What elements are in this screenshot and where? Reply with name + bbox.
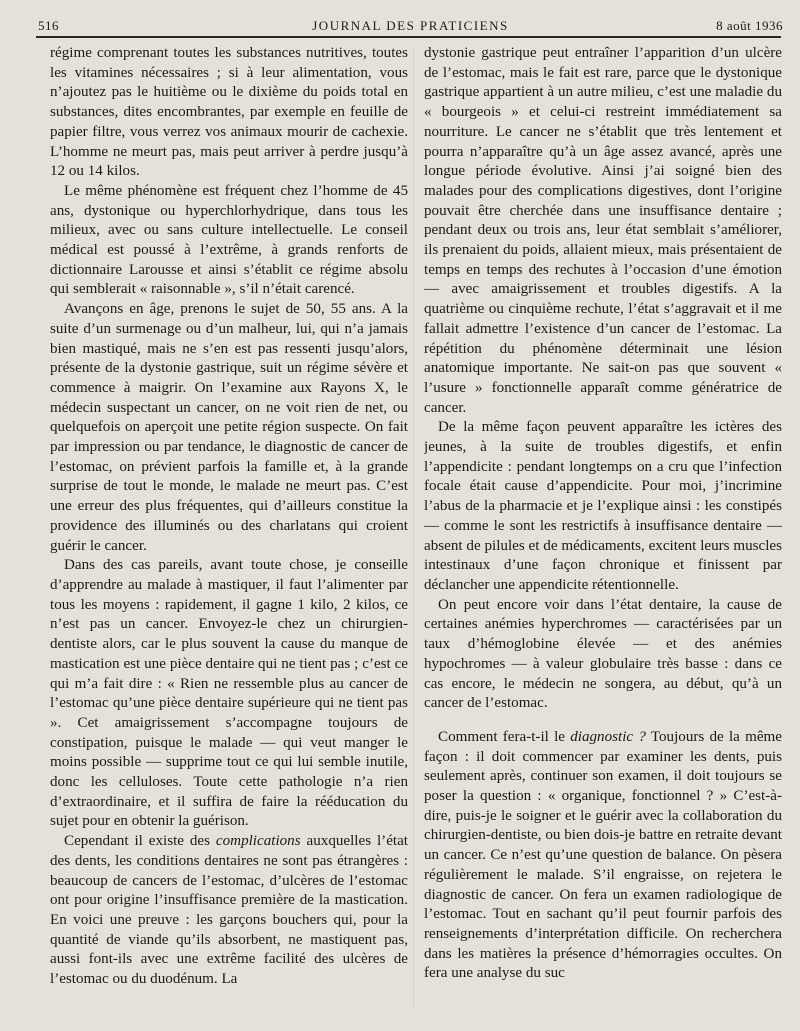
emphasis: complications — [215, 833, 301, 850]
paragraph: dystonie gastrique peut entraîner l’apparition d’un ulcère de l’estomac, mais le fait est rare, parce que le dystonique gastrique appartient à un autre milieu, c’est une maladie du « bourgeois » et celui-ci restreint immédiatement sa nourriture. Le cancer ne s’établit que très lentement et pourra n’apparaître qu’à un âge assez avancé, après une longue période évolutive. Ainsi j’ai soigné bien des malades pour des complications digestives, dont l’origine pouvait être cherchée dans une insuffisance dentaire ; pendant deux ou trois ans, leur état semblait s’améliorer, ils prenaient du poids, allaient mieux, mais présentaient de temps en temps des rechutes à l’occasion d’une émotion — avec amaigrissement et troubles digestifs. A la quatrième ou cinquième rechute, l’état s’aggravait et il me fallait admettre l’existence d’un cancer de l’estomac. La répétition du phénomène déterminait une lésion anatomique importante. Ne sait-on pas que souvent « l’usure » fonctionnelle apparaît comme génératrice de cancer. — [424, 45, 782, 416]
header-rule — [36, 36, 781, 38]
right-column — [424, 44, 782, 1014]
paragraph-text: Toujours de la même façon : il doit commencer par examiner les dents, puis seulement après, continuer son examen, il doit toujours se poser la question : « organique, fonctionnel ? » C’est-à-dire, puis-je le soigner et le guérir avec la collaboration du chirurgien-dentiste, ou bien dois-je battre en retraite devant un cancer. Ce n’est qu’une question de balance. On pèsera régulièrement le malade. S’il engraisse, on rejetera le diagnostic de cancer. On fera un examen radiologique de l’estomac. Tout en sachant qu’il peut fournir parfois des renseignements d’interprétation difficile. On recherchera dans les matières la présence d’hémorragies occultes. On fera une analyse du suc — [424, 728, 782, 982]
paragraph: Le même phénomène est fréquent chez l’homme de 45 ans, dystonique ou hyperchlorhydrique, dans tous les milieux, avec ou sans culture intellectuelle. Le conseil médical est poussé à l’extrême, à grands renforts de dictionnaire Larousse et ainsi s’établit ce régime absolu qui semblerait « raisonnable », s’il n’était carencé. — [50, 182, 408, 298]
paragraph: Avançons en âge, prenons le sujet de 50, 55 ans. A la suite d’un surmenage ou d’un malheur, lui, qui n’a jamais bien mastiqué, mais ne s’en est pas ressenti jusqu’alors, présente de la dystonie gastrique, suit un régime sévère et commence à maigrir. On l’examine aux Rayons X, le médecin suspectant un cancer, on ne voit rien de net, ou quelquefois on aperçoit une petite région suspecte. On fait par impression ou par tendance, le diagnostic de cancer de l’estomac, on prévient parfois la famille et, à la grande surprise de tout le monde, le malade ne meurt pas. C’est une erreur des plus fréquentes, qui d’ailleurs constitue la providence des illuminés ou des charlatans qui croient guérir le cancer. — [50, 301, 408, 554]
paragraph-text: Comment fera-t-il le — [438, 728, 571, 745]
paragraph — [424, 728, 782, 984]
paragraph: régime comprenant toutes les substances nutritives, toutes les vitamines nécessaires ; si à leur alimentation, vous n’ajoutez pas le huitième ou le dixième du poids total en substances, dites encombrantes, par exemple en feuille de papier filtre, vous verrez vos animaux mourir de cachexie. L’homme ne meurt pas, mais peut arriver à perdre jusqu’à 12 ou 14 kilos. — [50, 45, 408, 180]
paragraph-text: auxquelles l’état des dents, les conditions dentaires ne sont pas étrangères : beaucoup de cancers de l’estomac, d’ulcères de l’estomac ont pour origine l’insuffisance première de la mastication. En voici une preuve : les garçons bouchers qui, pour la quantité de viande qu’ils absorbent, ne mastiquent pas, aussi font-ils avec une extrême facilité des ulcères de l’estomac ou du duodénum. La — [50, 833, 408, 988]
page-number: 516 — [38, 18, 59, 33]
journal-title: JOURNAL DES PRATICIENS — [312, 18, 509, 33]
running-header — [38, 14, 783, 36]
paragraph-text: Cependant il existe des — [64, 833, 216, 850]
emphasis: diagnostic ? — [570, 728, 646, 745]
paragraph: On peut encore voir dans l’état dentaire, la cause de certaines anémies hyperchromes — caractérisées par un taux d’hémoglobine élevée — et des anémies hypochromes — à valeur globulaire très basse : dans ce cas encore, le médecin ne songera, au début, qu’à un cancer de l’estomac. — [424, 596, 782, 712]
paragraph: De la même façon peuvent apparaître les ictères des jeunes, à la suite de troubles digestifs, et enfin l’appendicite : pendant longtemps on a cru que l’infection focale était cause d’appendicite. Pour moi, j’incrimine l’abus de la pharmacie et je l’explique ainsi : les constipés — comme le sont les restrictifs à insuffisance dentaire — absent de pilules et de médicaments, excitent leurs muscles intestinaux d’une façon chronique et finissent par déclancher une appendicite rétentionnelle. — [424, 419, 782, 593]
paragraph: Dans des cas pareils, avant toute chose, je conseille d’apprendre au malade à mastiquer, il faut l’alimenter par tous les moyens : rapidement, il gagne 1 kilo, 2 kilos, ce n’est pas un cancer. Envoyez-le chez un chirurgien-dentiste alors, car le plus souvent la cause du manque de mastication est une pièce dentaire qui ne tient pas ; c’est ce qui m’a fait dire : « Rien ne ressemble plus au cancer de l’estomac qu’une pièce dentaire supérieure qui ne tient pas ». Cet amaigrissement s’accompagne toujours de constipation, puisque le malade — qui veut manger le moins possible — supprime tout ce qui lui semble inutile, donc les celluloses. Toute cette pathologie n’a rien d’extraordinaire, et il suffira de faire la rééducation du sujet pour en obtenir la guérison. — [50, 557, 408, 830]
left-column — [50, 44, 408, 1014]
column-divider — [413, 46, 414, 1006]
issue-date: 8 août 1936 — [716, 18, 783, 33]
paragraph — [50, 832, 408, 990]
